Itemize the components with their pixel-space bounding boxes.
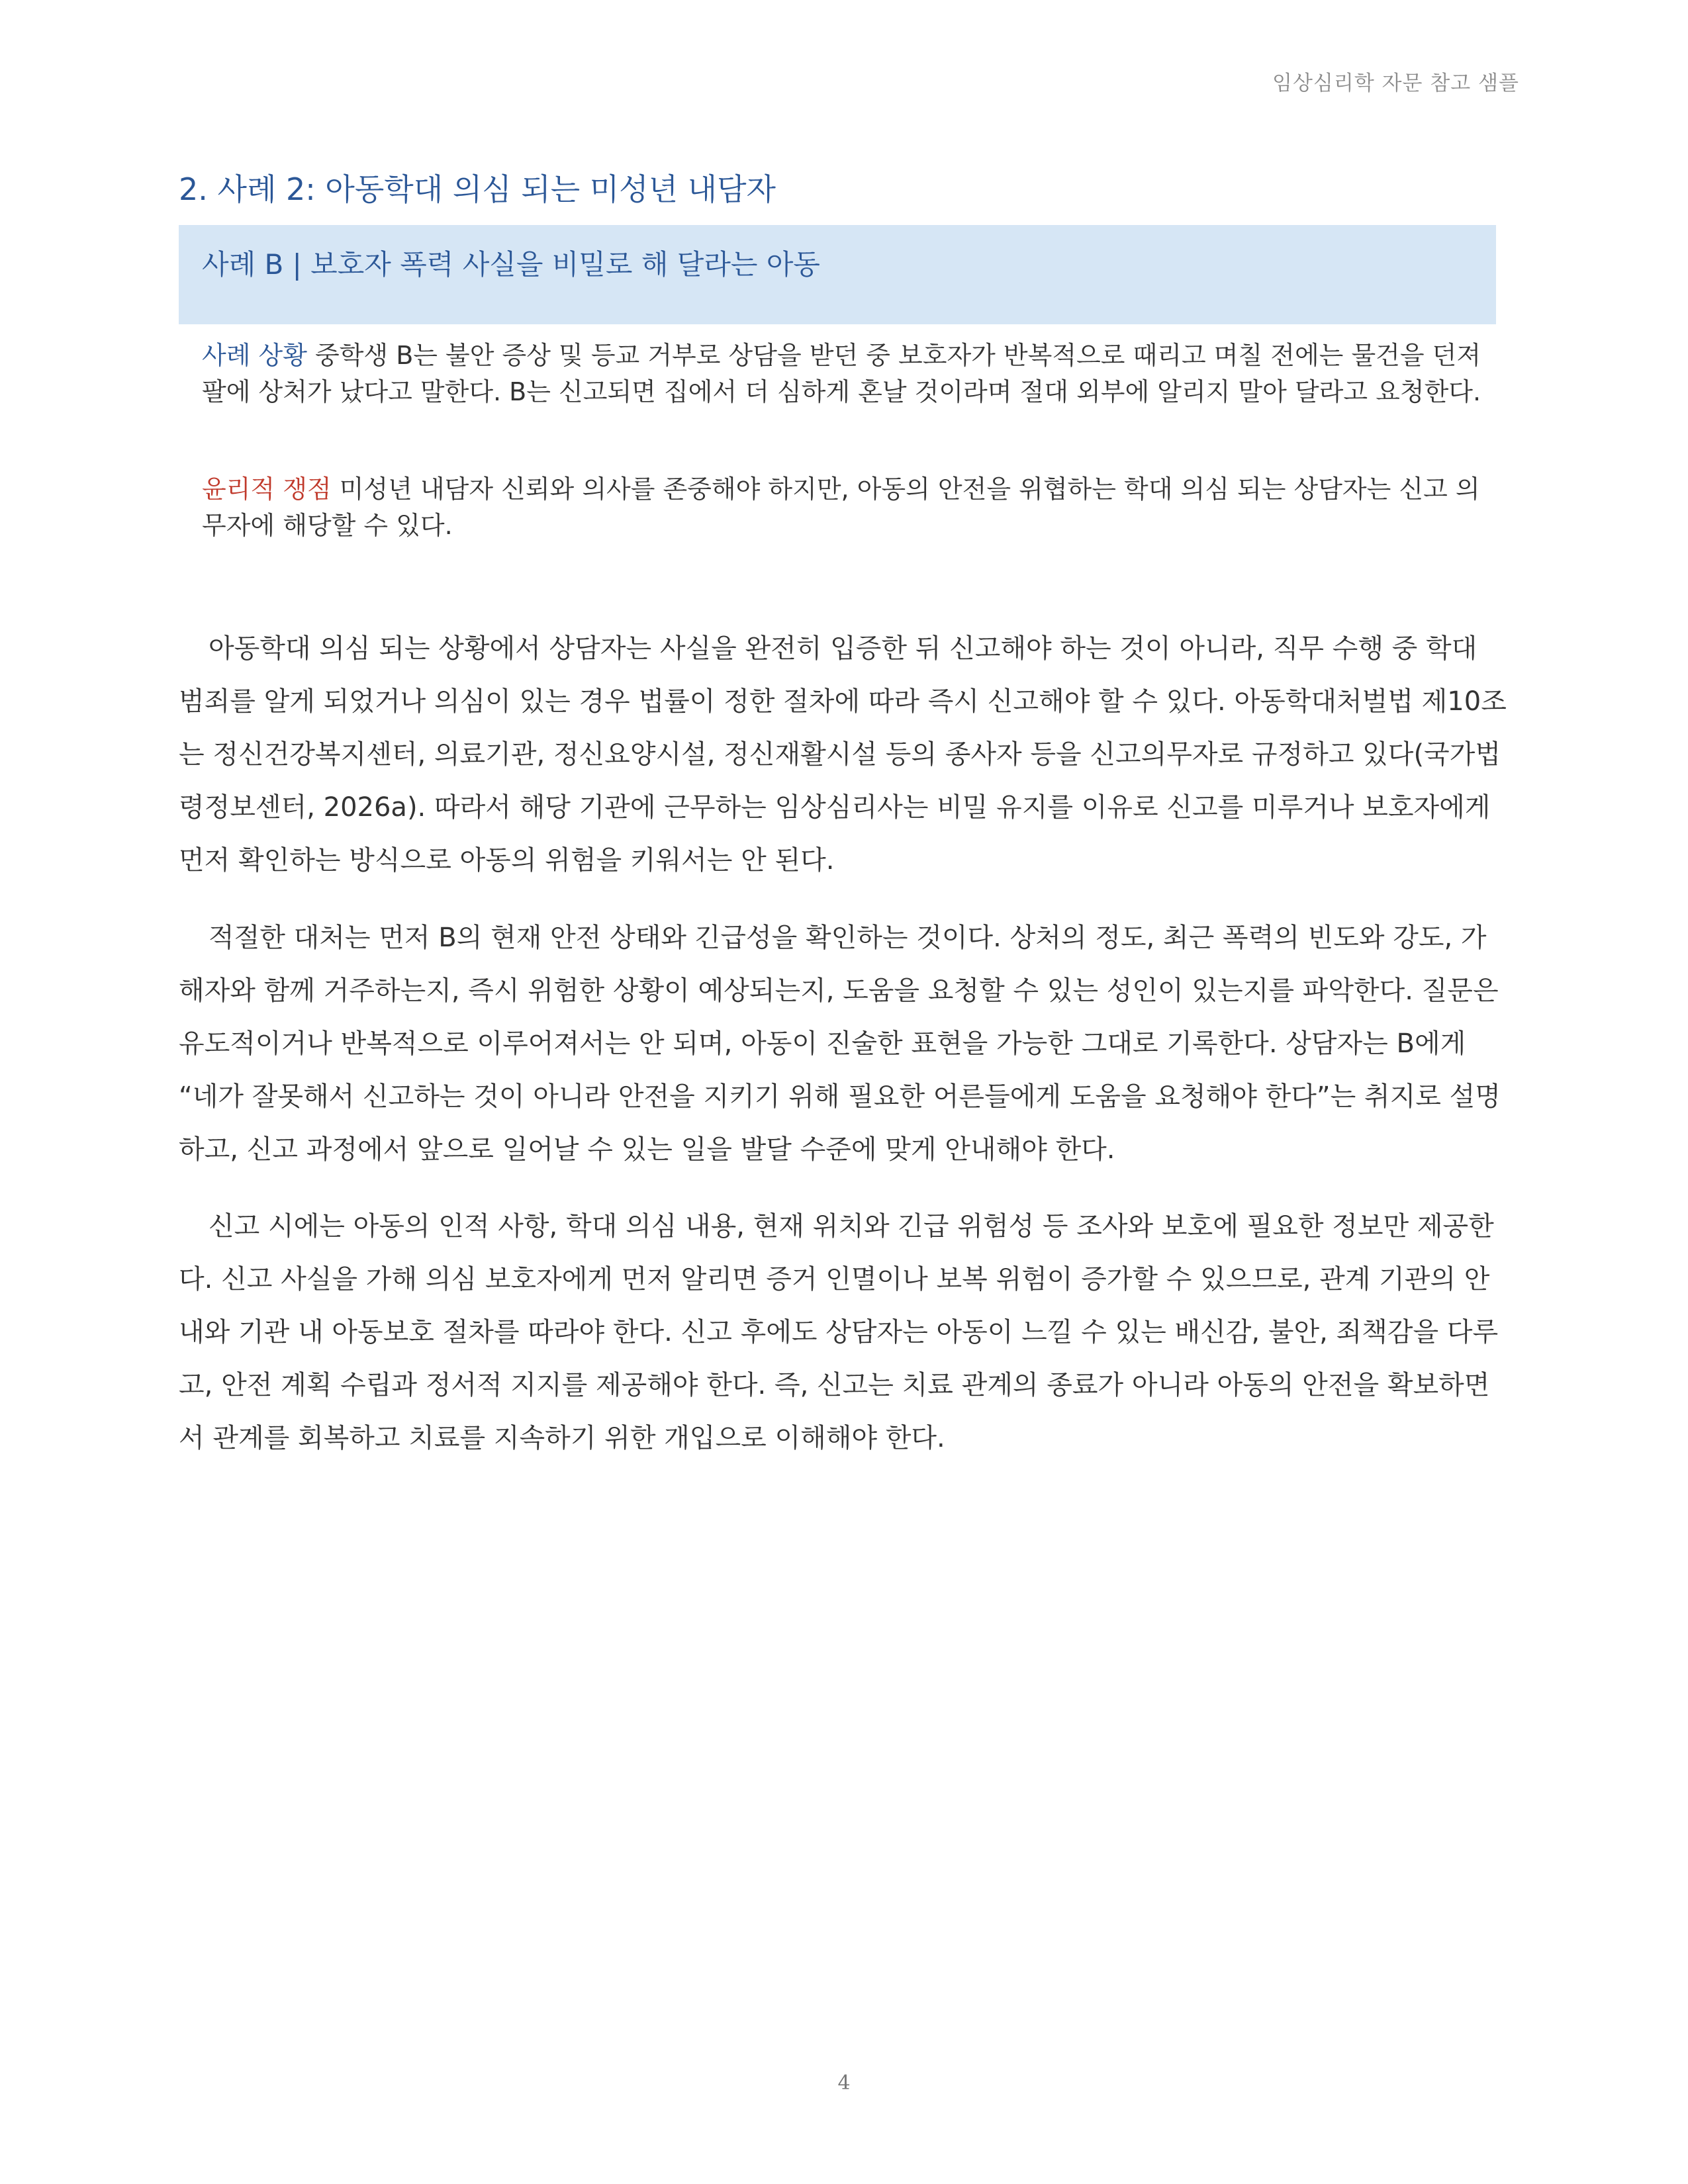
page-number: 4 [837, 2071, 851, 2095]
ethics-issue [202, 471, 1493, 544]
case-box-title: 사례 B | 보호자 폭력 사실을 비밀로 해 달라는 아동 [202, 248, 820, 281]
case-situation-text: 중학생 B는 불안 증상 및 등교 거부로 상담을 받던 중 보호자가 반복적으로 때리고 며칠 전에는 물건을 던져 팔에 상처가 났다고 말한다. B는 신고되면 집에서 더 심하게 혼날 것이라며 절대 외부에 알리지 말아 달라고 요청한다. [202, 341, 1481, 406]
body-paragraph-1: 아동학대 의심 되는 상황에서 상담자는 사실을 완전히 입증한 뒤 신고해야 하는 것이 아니라, 직무 수행 중 학대 범죄를 알게 되었거나 의심이 있는 경우 법률이 정한 절차에 따라 즉시 신고해야 할 수 있다. 아동학대처벌법 제10조는 정신건강복지센터, 의료기관, 정신요양시설, 정신재활시설 등의 종사자 등을 신고의무자로 규정하고 있다(국가법령정보센터, 2026a). 따라서 해당 기관에 근무하는 임상심리사는 비밀 유지를 이유로 신고를 미루거나 보호자에게 먼저 확인하는 방식으로 아동의 위험을 키워서는 안 된다. [179, 633, 1507, 876]
case-situation-label: 사례 상황 [202, 341, 307, 370]
ethics-issue-label: 윤리적 쟁점 [202, 475, 332, 504]
ethics-issue-text: 미성년 내담자 신뢰와 의사를 존중해야 하지만, 아동의 안전을 위협하는 학대 의심 되는 상담자는 신고 의무자에 해당할 수 있다. [202, 475, 1480, 540]
section-title: 2. 사례 2: 아동학대 의심 되는 미성년 내담자 [179, 171, 776, 207]
case-situation [202, 338, 1493, 410]
body-paragraph-3: 신고 시에는 아동의 인적 사항, 학대 의심 내용, 현재 위치와 긴급 위험성 등 조사와 보호에 필요한 정보만 제공한다. 신고 사실을 가해 의심 보호자에게 먼저 알리면 증거 인멸이나 보복 위험이 증가할 수 있으므로, 관계 기관의 안내와 기관 내 아동보호 절차를 따라야 한다. 신고 후에도 상담자는 아동이 느낄 수 있는 배신감, 불안, 죄책감을 다루고, 안전 계획 수립과 정서적 지지를 제공해야 한다. 즉, 신고는 치료 관계의 종료가 아니라 아동의 안전을 확보하면서 관계를 회복하고 치료를 지속하기 위한 개입으로 이해해야 한다. [179, 1211, 1499, 1453]
case-box [179, 225, 1496, 324]
running-header: 임상심리학 자문 참고 샘플 [1272, 71, 1519, 95]
body-paragraph-2: 적절한 대처는 먼저 B의 현재 안전 상태와 긴급성을 확인하는 것이다. 상처의 정도, 최근 폭력의 빈도와 강도, 가해자와 함께 거주하는지, 즉시 위험한 상황이 예상되는지, 도움을 요청할 수 있는 성인이 있는지를 파악한다. 질문은 유도적이거나 반복적으로 이루어져서는 안 되며, 아동이 진술한 표현을 가능한 그대로 기록한다. 상담자는 B에게 “네가 잘못해서 신고하는 것이 아니라 안전을 지키기 위해 필요한 어른들에게 도움을 요청해야 한다”는 취지로 설명하고, 신고 과정에서 앞으로 일어날 수 있는 일을 발달 수준에 맞게 안내해야 한다. [179, 923, 1501, 1165]
